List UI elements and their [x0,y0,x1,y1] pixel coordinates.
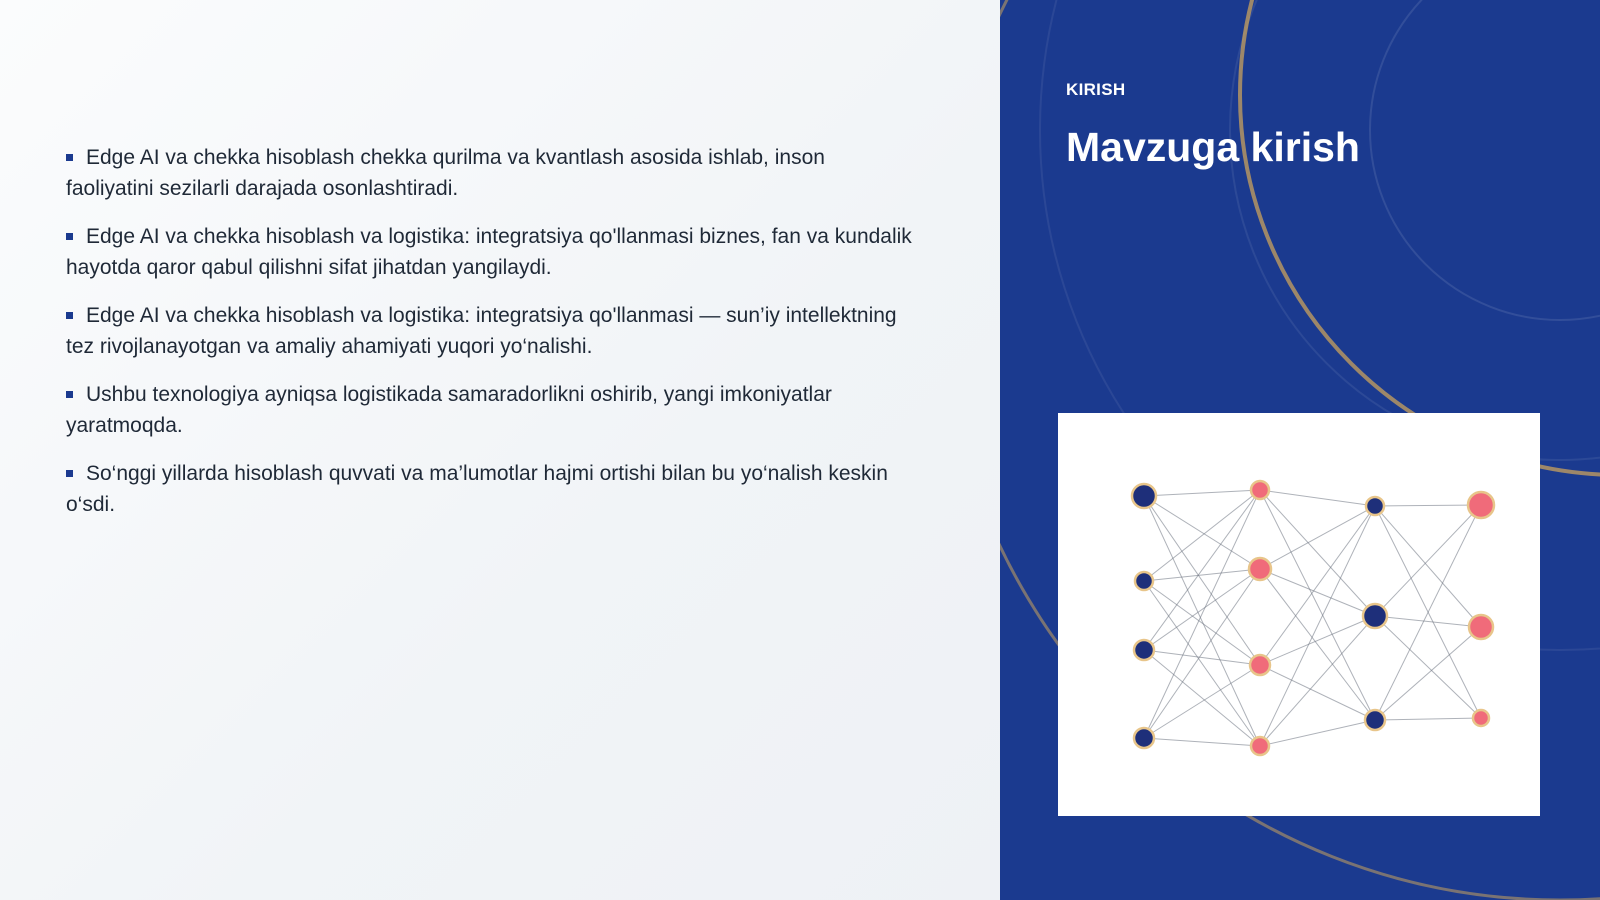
nn-connection [1375,718,1481,720]
nn-connection [1260,506,1375,746]
nn-node [1250,655,1270,675]
nn-node [1134,728,1154,748]
bullet-text: So‘nggi yillarda hisoblash quvvati va ma’lumotlar hajmi ortishi bilan bu yo‘nalish keskin o‘sdi. [66,462,888,516]
nn-node [1249,558,1271,580]
nn-connection [1260,506,1375,569]
square-bullet-icon [66,470,73,477]
nn-connection [1144,496,1260,746]
nn-node [1134,640,1154,660]
title-panel [1000,0,1600,900]
bullet-list [66,142,916,537]
bullet-item [66,142,916,204]
nn-connection [1144,738,1260,746]
nn-connection [1260,490,1375,720]
nn-connection [1375,627,1481,720]
nn-connection [1260,490,1375,506]
nn-node [1363,604,1387,628]
nn-connection [1260,569,1375,720]
bullet-item [66,379,916,441]
nn-connection [1144,490,1260,496]
bullet-text: Edge AI va chekka hisoblash va logistika: integratsiya qo'llanmasi — sun’iy intellektning tez rivojlanayotgan va amaliy ahamiyati yuqori yo‘nalishi. [66,304,897,358]
nn-connection [1260,569,1375,616]
bullet-text: Edge AI va chekka hisoblash chekka qurilma va kvantlash asosida ishlab, inson faoliyatini sezilarli darajada osonlashtiradi. [66,146,825,200]
square-bullet-icon [66,312,73,319]
nn-connection [1144,569,1260,738]
nn-node [1473,710,1489,726]
nn-connection [1375,616,1481,718]
section-label: KIRISH [1066,80,1126,99]
neural-network-icon [1058,413,1540,816]
nn-node [1132,484,1156,508]
nn-connection [1375,505,1481,616]
nn-connection [1375,616,1481,627]
nn-connection [1260,490,1375,616]
nn-node [1469,615,1493,639]
bullet-text: Ushbu texnologiya ayniqsa logistikada samaradorlikni oshirib, yangi imkoniyatlar yaratmoqda. [66,383,832,437]
nn-connection [1144,650,1260,746]
slide-title: Mavzuga kirish [1066,124,1360,170]
nn-connection [1144,490,1260,738]
nn-node [1366,497,1384,515]
square-bullet-icon [66,391,73,398]
nn-connection [1375,505,1481,506]
square-bullet-icon [66,154,73,161]
bullet-text: Edge AI va chekka hisoblash va logistika: integratsiya qo'llanmasi biznes, fan va kundalik hayotda qaror qabul qilishni sifat jihatdan yangilaydi. [66,225,912,279]
neural-network-illustration [1058,413,1540,816]
nn-node [1135,572,1153,590]
nn-node [1251,481,1269,499]
nn-connection [1144,581,1260,746]
bullet-item [66,300,916,362]
nn-connection [1144,496,1260,665]
bullet-item [66,221,916,283]
nn-node [1251,737,1269,755]
nn-connection [1144,490,1260,650]
nn-connection [1260,616,1375,746]
square-bullet-icon [66,233,73,240]
nn-connection [1260,506,1375,665]
nn-node [1365,710,1385,730]
nn-connection [1375,506,1481,627]
nn-connection [1260,720,1375,746]
nn-connection [1260,665,1375,720]
bullet-item [66,458,916,520]
nn-node [1468,492,1494,518]
nn-connection [1144,490,1260,581]
